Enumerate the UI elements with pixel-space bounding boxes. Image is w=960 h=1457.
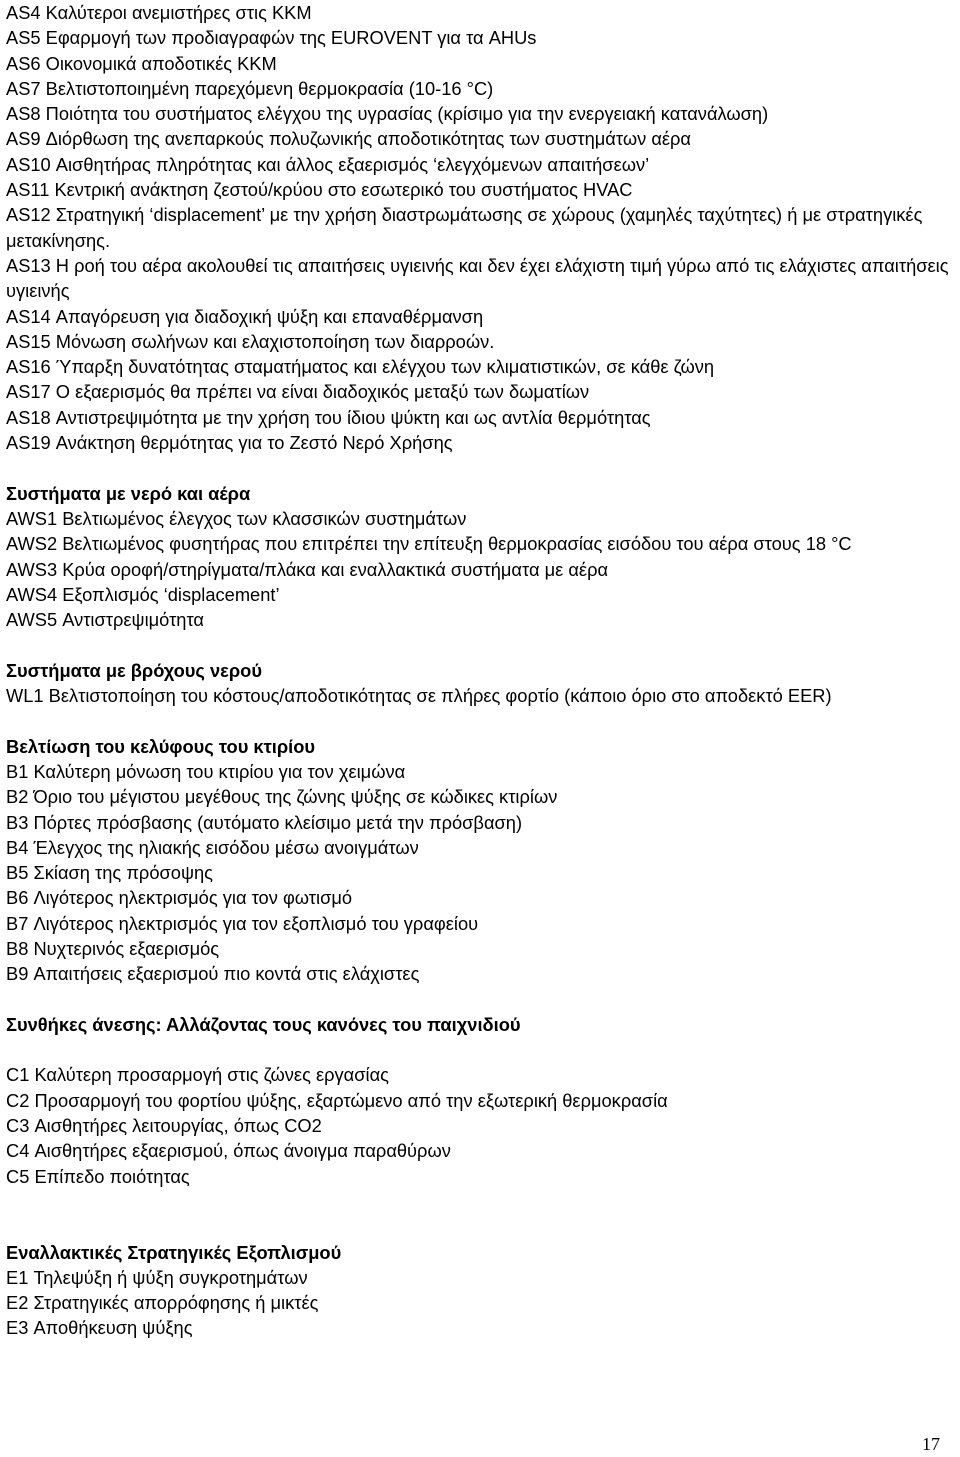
section-heading: Συνθήκες άνεσης: Αλλάζοντας τους κανόνες του παιχνιδιού: [6, 1013, 521, 1035]
list-item: B4 Έλεγχος της ηλιακής εισόδου μέσω ανοιγμάτων: [6, 836, 419, 858]
list-item: B3 Πόρτες πρόσβασης (αυτόματο κλείσιμο μετά την πρόσβαση): [6, 811, 523, 833]
list-item: AS5 Εφαρμογή των προδιαγραφών της EUROVENT για τα AHUs: [6, 27, 537, 49]
list-item: AS10 Αισθητήρας πληρότητας και άλλος εξαερισμός ‘ελεγχόμενων απαιτήσεων’: [6, 153, 650, 175]
list-item: AS14 Απαγόρευση για διαδοχική ψύξη και επαναθέρμανση: [6, 305, 484, 327]
aws-section: [6, 481, 956, 633]
list-item: AS19 Ανάκτηση θερμότητας για το Ζεστό Νερό Χρήσης: [6, 432, 453, 454]
list-item: E2 Στρατηγικές απορρόφησης ή μικτές: [6, 1292, 319, 1314]
list-item: B5 Σκίαση της πρόσοψης: [6, 862, 213, 884]
section-heading: Βελτίωση του κελύφους του κτιρίου: [6, 735, 316, 757]
list-item: AS11 Κεντρική ανάκτηση ζεστού/κρύου στο εσωτερικό του συστήματος HVAC: [6, 179, 633, 201]
list-item: E3 Αποθήκευση ψύξης: [6, 1317, 193, 1339]
list-item: AS12 Στρατηγική ‘displacement’ με την χρήση διαστρωμάτωσης σε χώρους (χαμηλές ταχύτητες) ή με στρατηγικές μετακίνησης.: [6, 204, 923, 251]
list-item: C3 Αισθητήρες λειτουργίας, όπως CO2: [6, 1115, 322, 1137]
list-item: B6 Λιγότερος ηλεκτρισμός για τον φωτισμό: [6, 887, 353, 909]
list-item: B9 Απαιτήσεις εξαερισμού πιο κοντά στις ελάχιστες: [6, 963, 420, 985]
list-item: AS17 Ο εξαερισμός θα πρέπει να είναι διαδοχικός μεταξύ των δωματίων: [6, 381, 590, 403]
list-item: B8 Νυχτερινός εξαερισμός: [6, 937, 220, 959]
list-item: B2 Όριο του μέγιστου μεγέθους της ζώνης ψύξης σε κώδικες κτιρίων: [6, 786, 558, 808]
comfort-section: [6, 1012, 956, 1189]
list-item: AS8 Ποιότητα του συστήματος ελέγχου της υγρασίας (κρίσιμο για την ενεργειακή κατανάλωση): [6, 103, 769, 125]
section-heading: Συστήματα με βρόχους νερού: [6, 659, 262, 681]
document-page: [6, 0, 956, 1341]
section-heading: Συστήματα με νερό και αέρα: [6, 482, 251, 504]
list-item: AS9 Διόρθωση της ανεπαρκούς πολυζωνικής αποδοτικότητας των συστημάτων αέρα: [6, 128, 692, 150]
list-item: AWS1 Βελτιωμένος έλεγχος των κλασσικών συστημάτων: [6, 507, 467, 529]
list-item: AWS4 Εξοπλισμός ‘displacement’: [6, 583, 280, 605]
list-item: AS4 Καλύτεροι ανεμιστήρες στις ΚΚΜ: [6, 2, 312, 23]
list-item: AS7 Βελτιστοποιημένη παρεχόμενη θερμοκρασία (10-16 °C): [6, 77, 494, 99]
list-item: C1 Καλύτερη προσαρμογή στις ζώνες εργασίας: [6, 1064, 389, 1086]
list-item: C2 Προσαρμογή του φορτίου ψύξης, εξαρτώμενο από την εξωτερική θερμοκρασία: [6, 1089, 668, 1111]
list-item: AS6 Οικονομικά αποδοτικές ΚΚΜ: [6, 52, 277, 74]
list-item: AS15 Μόνωση σωλήνων και ελαχιστοποίηση των διαρροών.: [6, 330, 495, 352]
list-item: AWS5 Αντιστρεψιμότητα: [6, 609, 205, 631]
equipment-section: [6, 1240, 956, 1341]
list-item: B7 Λιγότερος ηλεκτρισμός για τον εξοπλισμό του γραφείου: [6, 912, 479, 934]
list-item: AWS3 Κρύα οροφή/στηρίγματα/πλάκα και εναλλακτικά συστήματα με αέρα: [6, 558, 609, 580]
list-item: WL1 Βελτιστοποίηση του κόστους/αποδοτικότητας σε πλήρες φορτίο (κάποιο όριο στο αποδεκτό EER): [6, 685, 832, 707]
list-item: AS16 Ύπαρξη δυνατότητας σταματήματος και ελέγχου των κλιματιστικών, σε κάθε ζώνη: [6, 356, 715, 378]
envelope-section: [6, 734, 956, 987]
as-list: [6, 0, 956, 455]
list-item: E1 Τηλεψύξη ή ψύξη συγκροτημάτων: [6, 1266, 308, 1288]
list-item: C4 Αισθητήρες εξαερισμού, όπως άνοιγμα παραθύρων: [6, 1140, 451, 1162]
list-item: C5 Επίπεδο ποιότητας: [6, 1165, 190, 1187]
list-item: B1 Καλύτερη μόνωση του κτιρίου για τον χειμώνα: [6, 760, 406, 782]
list-item: AWS2 Βελτιωμένος φυσητήρας που επιτρέπει την επίτευξη θερμοκρασίας εισόδου του αέρα στους 18 °C: [6, 533, 852, 555]
wl-section: [6, 658, 956, 709]
list-item: AS13 Η ροή του αέρα ακολουθεί τις απαιτήσεις υγιεινής και δεν έχει ελάχιστη τιμή γύρω από τις ελάχιστες απαιτήσεις υγιεινής: [6, 254, 949, 302]
section-heading: Εναλλακτικές Στρατηγικές Εξοπλισμού: [6, 1241, 342, 1263]
list-item: AS18 Αντιστρεψιμότητα με την χρήση του ίδιου ψύκτη και ως αντλία θερμότητας: [6, 406, 651, 428]
page-number: 17: [922, 1434, 940, 1454]
